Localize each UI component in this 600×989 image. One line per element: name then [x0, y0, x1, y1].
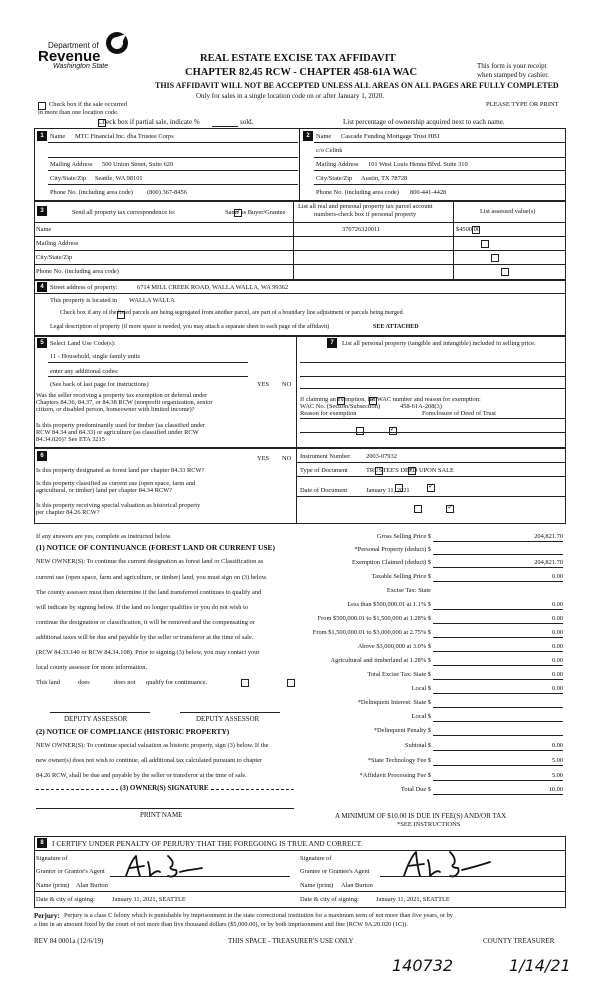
s6-no-header: NO	[282, 455, 292, 462]
sold-label: sold.	[240, 118, 254, 126]
s5-no-header: NO	[282, 381, 292, 388]
print-name-label: PRINT NAME	[140, 811, 183, 819]
notice1-line7: (RCW 84.33.140 or RCW 84.34.108). Prior to signing (3) below, you may contact your	[36, 649, 260, 656]
ownership-note: List percentage of ownership acquired next to each name.	[343, 118, 505, 126]
personal-property-checkbox-2[interactable]	[481, 240, 489, 248]
seller-name-label: Name	[50, 133, 66, 140]
multi-location-label-1: Check box if the sale occurred	[49, 101, 127, 108]
form-revision: REV 84 0001a (12/6/19)	[34, 937, 104, 945]
tax-label-t2: From $500,000.01 to $1,500,000 at 1.28% $	[317, 615, 431, 622]
seller-city[interactable]: Seattle, WA 98101	[95, 175, 143, 182]
tax-label-delinq-state: *Delinquent Interest: State $	[357, 699, 431, 706]
certify-statement: I CERTIFY UNDER PENALTY OF PERJURY THAT THE FOREGOING IS TRUE AND CORRECT.	[52, 839, 363, 848]
notice-continuance-title: (1) NOTICE OF CONTINUANCE (FOREST LAND OR CURRENT USE)	[36, 543, 276, 552]
s5-q2-line1: Is this property predominantly used for timber (as classified under	[36, 422, 206, 429]
section-6-number: 6	[37, 451, 47, 461]
document-type-label: Type of Document	[300, 467, 348, 474]
deputy-assessor-1: DEPUTY ASSESSOR	[64, 715, 128, 723]
buyer-name-label: Name	[316, 133, 332, 140]
perjury-line1: Perjury is a class C felony which is punishable by imprisonment in the state correctional institution for a maximum term of not more than five years, or by	[64, 912, 453, 919]
this-land-label: This land	[36, 679, 60, 686]
buyer-care-of[interactable]: c/o Celink	[316, 147, 343, 154]
section-8-number: 8	[37, 838, 47, 848]
s5-q1-line1: Was the seller receiving a property tax exemption or deferral under	[36, 392, 208, 399]
s5-q2-line2: RCW 84.34 and 84.33) or agriculture (as classified under RCW	[36, 429, 199, 436]
tax-value-taxable[interactable]: 0.00	[551, 573, 563, 580]
only-sales-line: Only for sales in a single location code on or after January 1, 2020.	[196, 92, 384, 100]
legal-description-label: Legal description of property (if more space is needed, you may attach a separate sheet to each page of the affidavit)	[50, 324, 330, 330]
agency-line1: Department of	[48, 41, 99, 50]
tax-mail-label: Mailing Address	[36, 240, 79, 247]
s6-q1: Is this property designated as forest land per chapter 84.33 RCW?	[36, 467, 205, 474]
tax-label-t5: Agricultural and timberland at 1.28% $	[330, 657, 431, 664]
multi-location-label-2: in more than one location code.	[38, 109, 119, 116]
handwritten-date: 1/14/21	[509, 956, 571, 975]
revenue-logo-icon	[104, 30, 130, 56]
grantor-signature-label: Signature of	[36, 855, 68, 862]
street-address[interactable]: 6714 MILL CREEK ROAD, WALLA WALLA, WA 99362	[137, 284, 289, 291]
buyer-mail[interactable]: 101 West Louis Henna Blvd. Suite 310	[368, 161, 468, 168]
s5-q1-line3: citizen, or disabled person, homeowner with limited income)?	[36, 406, 195, 413]
located-in[interactable]: WALLA WALLA	[129, 297, 175, 304]
tax-value-total-due[interactable]: 10.00	[548, 786, 563, 793]
tax-label-total-due: Total Due $	[400, 786, 431, 793]
section-5-number: 5	[37, 338, 47, 348]
s6-q3-yes-checkbox[interactable]	[414, 505, 422, 513]
s6-q3-line2: per chapter 84.26 RCW?	[36, 509, 100, 516]
instrument-label: Instrument Number	[300, 453, 351, 460]
seller-phone[interactable]: (800) 367-8456	[147, 189, 187, 196]
parcel-number[interactable]: 370726320011	[342, 226, 381, 233]
tax-label-exemption: Exemption Claimed (deduct) $	[352, 559, 431, 566]
tax-value-gross[interactable]: 204,821.70	[534, 533, 563, 540]
s6-q3-line1: Is this property receiving special valuation as historical property	[36, 502, 201, 509]
s5-q2-yes-checkbox[interactable]	[356, 427, 364, 435]
qualify-label: qualify for continuance.	[146, 679, 208, 686]
tax-label-local: Local $	[411, 685, 431, 692]
does-not-label: does not	[114, 679, 136, 686]
grantee-signature-label: Signature of	[300, 855, 332, 862]
notice2-line3: 84.26 RCW, shall be due and payable by the seller or transferor at the time of sale.	[36, 772, 247, 779]
wac-number[interactable]: 458-61A-208(3)	[400, 403, 442, 410]
legal-attached[interactable]: SEE ATTACHED	[373, 324, 419, 330]
notice1-line2: current use (open space, farm and agriculture, or timber) land, you must sign on (3) below.	[36, 574, 268, 581]
same-as-buyer-label: Same as Buyer/Grantee	[225, 209, 286, 216]
assessed-header: List assessed value(s)	[480, 208, 536, 215]
buyer-city-label: City/State/Zip	[316, 175, 353, 182]
tax-label-tech: *State Technology Fee $	[367, 757, 431, 764]
tax-label-taxable: Taxable Selling Price $	[371, 573, 431, 580]
s6-yes-header: YES	[257, 455, 270, 462]
form-subtitle: CHAPTER 82.45 RCW - CHAPTER 458-61A WAC	[185, 67, 418, 78]
parcel-header-1: List all real and personal property tax parcel account	[298, 203, 433, 210]
receipt-note-1: This form is your receipt	[477, 62, 547, 70]
tax-value-tech[interactable]: 5.00	[551, 757, 563, 764]
tax-label-gross: Gross Selling Price $	[376, 533, 431, 540]
s6-q3-no-checkbox[interactable]	[446, 505, 454, 513]
tax-value-total-state[interactable]: 0.00	[551, 671, 563, 678]
s5-q2-no-checkbox[interactable]	[389, 427, 397, 435]
notice-compliance-title: (2) NOTICE OF COMPLIANCE (HISTORIC PROPERTY)	[36, 727, 230, 736]
type-or-print: PLEASE TYPE OR PRINT	[486, 101, 559, 108]
does-qualify-checkbox[interactable]	[241, 679, 249, 687]
tax-label-t4: Above $3,000,000 at 3.0% $	[357, 643, 431, 650]
section-1-number: 1	[37, 131, 47, 141]
grantee-agent-label: Grantee or Grantee's Agent	[300, 868, 370, 875]
s5-yes-header: YES	[257, 381, 270, 388]
notice2-line1: NEW OWNER(S): To continue special valuation as historic property, sign (3) below. If the	[36, 742, 269, 749]
tax-label-excise: Excise Tax: State	[386, 587, 431, 594]
handwritten-number: 140732	[392, 956, 454, 975]
buyer-mail-label: Mailing Address	[316, 161, 359, 168]
tax-label-delinq-pen: *Delinquent Penalty $	[373, 727, 431, 734]
grantor-name[interactable]: Alan Burton	[76, 882, 108, 889]
send-correspondence-label: Send all property tax correspondence to:	[72, 209, 176, 216]
receipt-note-2: when stamped by cashier.	[477, 71, 549, 79]
tax-value-t1[interactable]: 0.00	[551, 601, 563, 608]
personal-property-label: List all personal property (tangible and intangible) included in selling price.	[342, 340, 536, 347]
section-7-number: 7	[327, 338, 337, 348]
perjury-label: Perjury:	[34, 912, 60, 920]
tax-value-t5[interactable]: 0.00	[551, 657, 563, 664]
notice1-line3: The county assessor must then determine if the land transferred continues to qualify and	[36, 589, 262, 596]
tax-city-label: City/State/Zip	[36, 254, 73, 261]
assessed-value[interactable]: $4500.00	[456, 226, 480, 233]
street-label: Street address of property:	[50, 284, 118, 291]
section-4-number: 4	[37, 282, 47, 292]
seller-mail[interactable]: 500 Union Street, Suite 620	[102, 161, 174, 168]
treasurer-space: THIS SPACE - TREASURER'S USE ONLY	[228, 937, 354, 945]
wac-label: WAC No. (Section/Subsection)	[300, 403, 381, 410]
buyer-name[interactable]: Cascade Funding Mortgage Trust HB1	[341, 133, 441, 140]
tax-label-affidavit: *Affidavit Processing Fee $	[359, 772, 431, 779]
notice1-line8: local county assessor for more information.	[36, 664, 148, 671]
buyer-city[interactable]: Austin, TX 78728	[361, 175, 408, 182]
grantor-name-print-label: Name (print)	[36, 882, 70, 889]
seller-city-label: City/State/Zip	[50, 175, 87, 182]
tax-phone-label: Phone No. (including area code)	[36, 268, 119, 275]
document-type[interactable]: TRUSTEE'S DEED UPON SALE	[366, 467, 454, 474]
instrument-number[interactable]: 2003-07932	[366, 453, 397, 460]
tax-value-exemption[interactable]: 204,821.70	[534, 559, 563, 566]
document-date[interactable]: January 11, 2021	[366, 487, 410, 494]
tax-value-t4[interactable]: 0.00	[551, 643, 563, 650]
grantor-date[interactable]: January 11, 2021, SEATTLE	[112, 896, 186, 903]
seller-phone-label: Phone No. (including area code)	[50, 189, 133, 196]
see-back-label: (See back of last page for instructions)	[50, 381, 149, 388]
additional-codes-label: enter any additional codes:	[50, 368, 119, 375]
s6-q2-line2: agricultural, or timber) land per chapter 84.34 RCW?	[36, 487, 173, 494]
s5-q2-line3: 84.34.020)? See ETA 3215	[36, 436, 105, 443]
does-not-qualify-checkbox[interactable]	[287, 679, 295, 687]
tax-label-subtotal: Subtotal $	[404, 742, 431, 749]
document-date-label: Date of Document	[300, 487, 348, 494]
land-use-code[interactable]: 11 - Household, single family units	[50, 353, 140, 360]
grantee-date-label: Date & city of signing:	[300, 896, 359, 903]
personal-property-checkbox-4[interactable]	[501, 268, 509, 276]
personal-property-checkbox-3[interactable]	[491, 254, 499, 262]
seller-mail-label: Mailing Address	[50, 161, 93, 168]
notice1-line5: continue the designation or classification, it will be removed and the compensating or	[36, 619, 255, 626]
notice1-line1: NEW OWNER(S): To continue the current designation as forest land or Classification as	[36, 558, 264, 565]
perjury-line2: a fine in an amount fixed by the court of not more than five thousand dollars ($5,000.00), or by both imprisonment and fine (RCW 9A.20.020 (1C)).	[34, 921, 408, 928]
notice1-line6: additional taxes will be due and payable by the seller or transferor at the time of sale.	[36, 634, 254, 641]
land-use-label: Select Land Use Code(s):	[50, 340, 116, 347]
tax-name-label: Name	[36, 226, 52, 233]
section-3-number: 3	[37, 206, 47, 216]
grantee-name[interactable]: Alan Burton	[341, 882, 373, 889]
see-instructions-note: *SEE INSTRUCTIONS	[397, 821, 461, 828]
county-treasurer: COUNTY TREASURER	[483, 937, 555, 945]
tax-value-subtotal[interactable]: 0.00	[551, 742, 563, 749]
buyer-phone-label: Phone No. (including area code)	[316, 189, 399, 196]
s5-q1-line2: Chapters 84.36, 84.37, or 84.38 RCW (nonprofit organization, senior	[36, 399, 213, 406]
minimum-due-note: A MINIMUM OF $10.00 IS DUE IN FEE(S) AND/OR TAX	[335, 812, 507, 820]
tax-label-t1: Less than $500,000.01 at 1.1% $	[347, 601, 431, 608]
tax-value-t2[interactable]: 0.00	[551, 615, 563, 622]
parcel-header-2: numbers-check box if personal property	[314, 211, 417, 218]
located-label: This property is located in	[50, 297, 118, 304]
grantee-name-print-label: Name (print)	[300, 882, 334, 889]
grantor-date-label: Date & city of signing:	[36, 896, 95, 903]
seller-name[interactable]: MTC Financial Inc. dba Trustee Corps	[75, 133, 174, 140]
tax-value-affidavit[interactable]: 5.00	[551, 772, 563, 779]
section-2-number: 2	[303, 131, 313, 141]
partial-sale-label: Check box if partial sale, indicate %	[98, 118, 200, 126]
grantee-date[interactable]: January 11, 2021, SEATTLE	[376, 896, 450, 903]
tax-label-personal: *Personal Property (deduct) $	[354, 546, 431, 553]
s6-q2-no-checkbox[interactable]	[427, 484, 435, 492]
form-title: REAL ESTATE EXCISE TAX AFFIDAVIT	[200, 53, 396, 64]
tax-value-local[interactable]: 0.00	[551, 685, 563, 692]
tax-value-t3[interactable]: 0.00	[551, 629, 563, 636]
notice2-line2: new owner(s) does not wish to continue, all additional tax calculated pursuant to chapter	[36, 757, 263, 764]
exemption-instructions: If claiming an exemption, list WAC number and reason for exemption:	[300, 396, 481, 403]
if-yes-note: If any answers are yes, complete as instructed below.	[36, 533, 172, 540]
owner-signature-label: (3) OWNER(S) SIGNATURE	[120, 784, 209, 792]
exemption-reason[interactable]: Foreclosure of Deed of Trust	[422, 410, 496, 417]
agency-line3: Washington State	[53, 63, 109, 70]
agency-line2: Revenue	[38, 48, 101, 65]
buyer-phone[interactable]: 800-441-4428	[410, 189, 447, 196]
does-label: does	[78, 679, 90, 686]
notice1-line4: will indicate by signing below. If the land no longer qualifies or you do not wish to	[36, 604, 249, 611]
tax-label-local2: Local $	[411, 713, 431, 720]
tax-label-t3: From $1,500,000.01 to $3,000,000 at 2.75% $	[312, 629, 431, 636]
warning-line: THIS AFFIDAVIT WILL NOT BE ACCEPTED UNLESS ALL AREAS ON ALL PAGES ARE FULLY COMPLETED	[155, 81, 559, 90]
tax-label-total-state: Total Excise Tax: State $	[367, 671, 431, 678]
reason-label: Reason for exemption	[300, 410, 357, 417]
s6-q2-line1: Is this property classified as current use (open space, farm and	[36, 480, 196, 487]
segregated-label: Check box if any of the listed parcels are being segregated from another parcel, are part of a boundary line adjustment or parcels being merged.	[60, 310, 405, 316]
deputy-assessor-2: DEPUTY ASSESSOR	[196, 715, 260, 723]
grantor-agent-label: Grantor or Grantor's Agent	[36, 868, 105, 875]
